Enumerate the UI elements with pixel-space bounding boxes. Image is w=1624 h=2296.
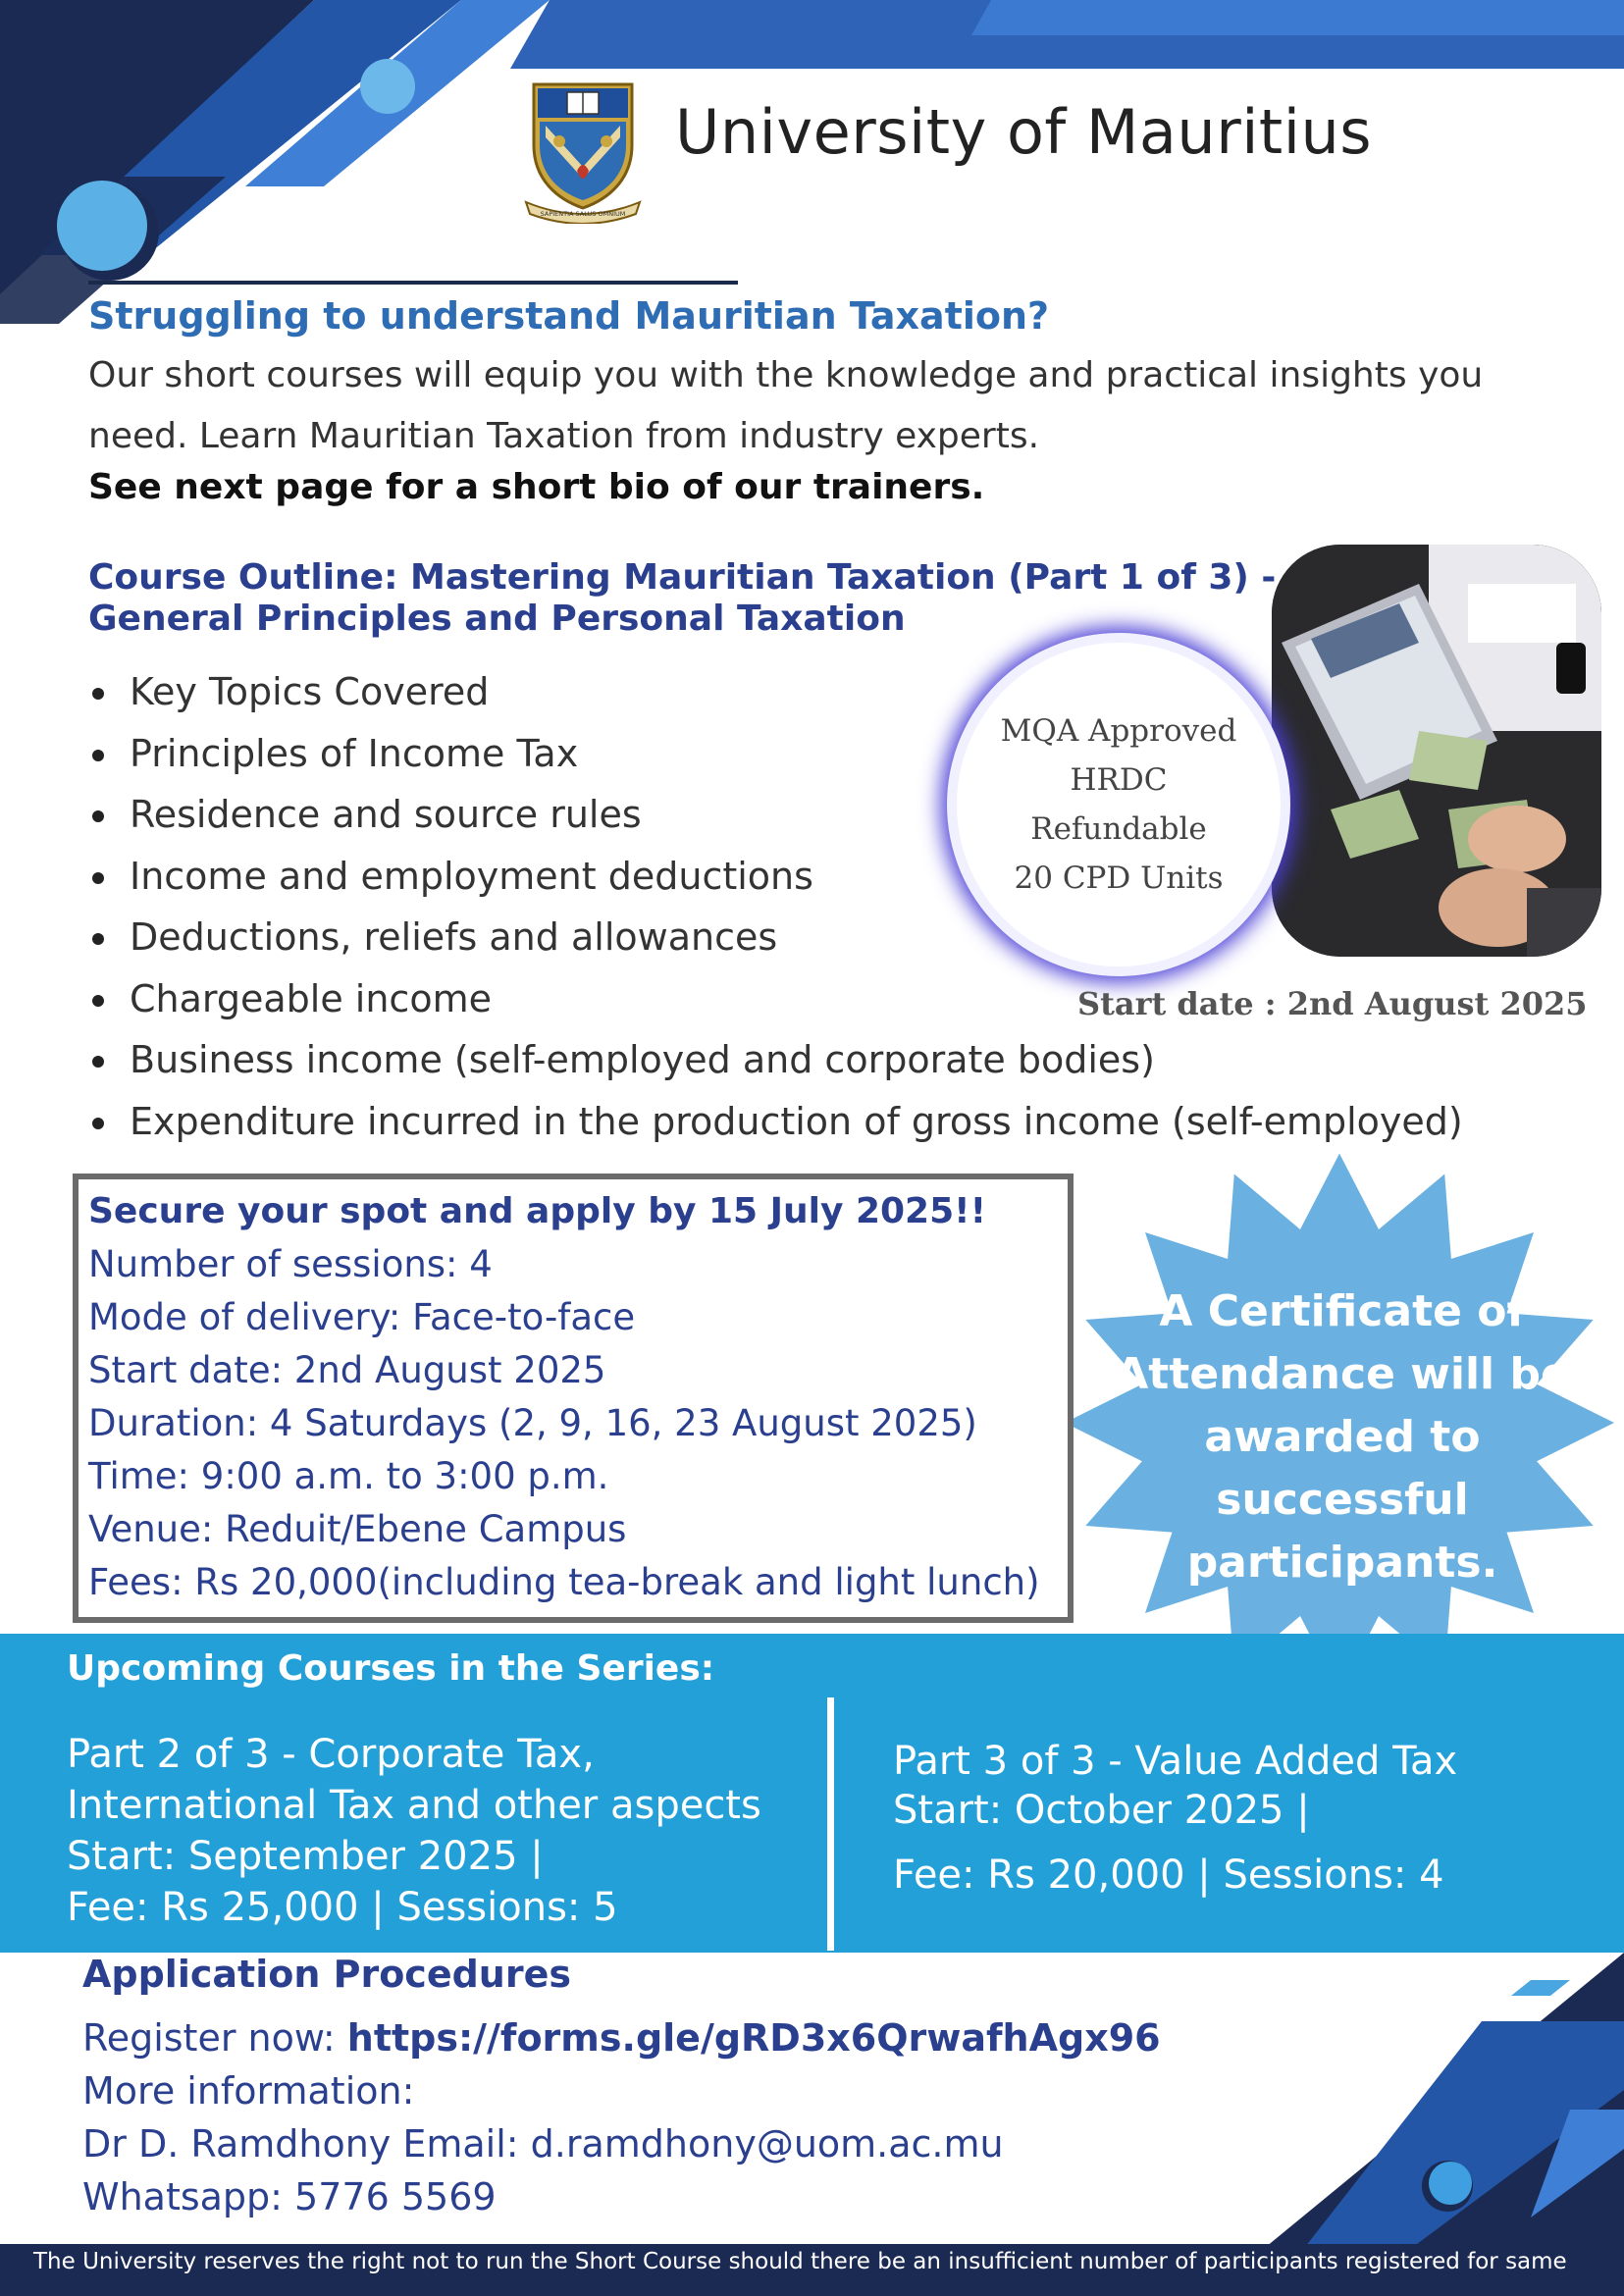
list-item: Key Topics Covered [88, 661, 1463, 723]
list-item: Principles of Income Tax [88, 723, 1463, 785]
list-item: Expenditure incurred in the production of gross income (self-employed) [88, 1091, 1463, 1153]
university-name: University of Mauritius [675, 96, 1373, 168]
upcoming-courses-title: Upcoming Courses in the Series: [67, 1648, 715, 1689]
list-item: Residence and source rules [88, 784, 1463, 846]
intro-body: Our short courses will equip you with the knowledge and practical insights you need. Learn Mauritian Taxation from industry experts. [88, 355, 1484, 456]
badge-line: HRDC [1070, 762, 1168, 798]
bullet-icon [92, 933, 104, 945]
badge-line: 20 CPD Units [1014, 861, 1224, 896]
university-crest-logo [520, 77, 646, 224]
crest-motto: SAPIENTIA SALUS OMNIUM [540, 210, 626, 218]
register-label: Register now: [82, 2016, 336, 2060]
list-item: Business income (self-employed and corporate bodies) [88, 1029, 1463, 1091]
detail-line: Time: 9:00 a.m. to 3:00 p.m. [88, 1455, 609, 1497]
bullet-icon [92, 1056, 104, 1068]
apply-deadline-title: Secure your spot and apply by 15 July 2025!! [88, 1191, 986, 1231]
list-item: Income and employment deductions [88, 846, 1463, 908]
bullet-icon [92, 810, 104, 822]
application-details [82, 2011, 1161, 2223]
badge-line: MQA Approved [1000, 713, 1237, 749]
register-link[interactable]: https://forms.gle/gRD3x6QrwafhAgx96 [346, 2016, 1161, 2060]
upcoming-part3: Part 3 of 3 - Value Added Tax Start: October 2025 | Fee: Rs 20,000 | Sessions: 4 [893, 1739, 1458, 1898]
certificate-starburst-text: A Certificate of Attendance will be awarded to successful participants. [1115, 1286, 1570, 1588]
intro-headline: Struggling to understand Mauritian Taxation? [88, 294, 1050, 338]
whatsapp-number: Whatsapp: 5776 5569 [82, 2175, 497, 2218]
detail-line: Number of sessions: 4 [88, 1243, 493, 1285]
badge-line: Refundable [1030, 811, 1207, 847]
bullet-icon [92, 872, 104, 884]
header-divider [88, 281, 738, 285]
detail-line: Fees: Rs 20,000(including tea-break and light lunch) [88, 1561, 1040, 1603]
trainers-note: See next page for a short bio of our trainers. [88, 467, 985, 507]
upcoming-divider [827, 1697, 834, 1951]
bullet-icon [92, 750, 104, 761]
course-details-list [88, 1238, 1040, 1609]
detail-line: Start date: 2nd August 2025 [88, 1349, 606, 1391]
laptop-money-photo [1272, 545, 1601, 957]
list-item: Chargeable income [88, 968, 1463, 1030]
contact-email[interactable]: Dr D. Ramdhony Email: d.ramdhony@uom.ac.mu [82, 2122, 1004, 2166]
footer-disclaimer: The University reserves the right not to run the Short Course should there be an insufficient number of participants registered for same [33, 2249, 1567, 2274]
accreditation-badge [957, 643, 1281, 966]
course-outline-title: Course Outline: Mastering Mauritian Taxation (Part 1 of 3) - General Principles and Personal Taxation [88, 557, 1277, 639]
bullet-icon [92, 995, 104, 1007]
detail-line: Mode of delivery: Face-to-face [88, 1296, 636, 1338]
detail-line: Duration: 4 Saturdays (2, 9, 16, 23 August 2025) [88, 1402, 977, 1444]
application-procedures-title: Application Procedures [82, 1953, 571, 1996]
detail-line: Venue: Reduit/Ebene Campus [88, 1508, 627, 1550]
more-info-label: More information: [82, 2069, 415, 2113]
bullet-icon [92, 688, 104, 700]
list-item: Deductions, reliefs and allowances [88, 907, 1463, 968]
upcoming-part2: Part 2 of 3 - Corporate Tax, International Tax and other aspects Start: September 2025 | Fee: Rs 25,000 | Sessions: 5 [67, 1732, 761, 1930]
start-date-label: Start date : 2nd August 2025 [1077, 985, 1588, 1022]
bullet-icon [92, 1118, 104, 1129]
